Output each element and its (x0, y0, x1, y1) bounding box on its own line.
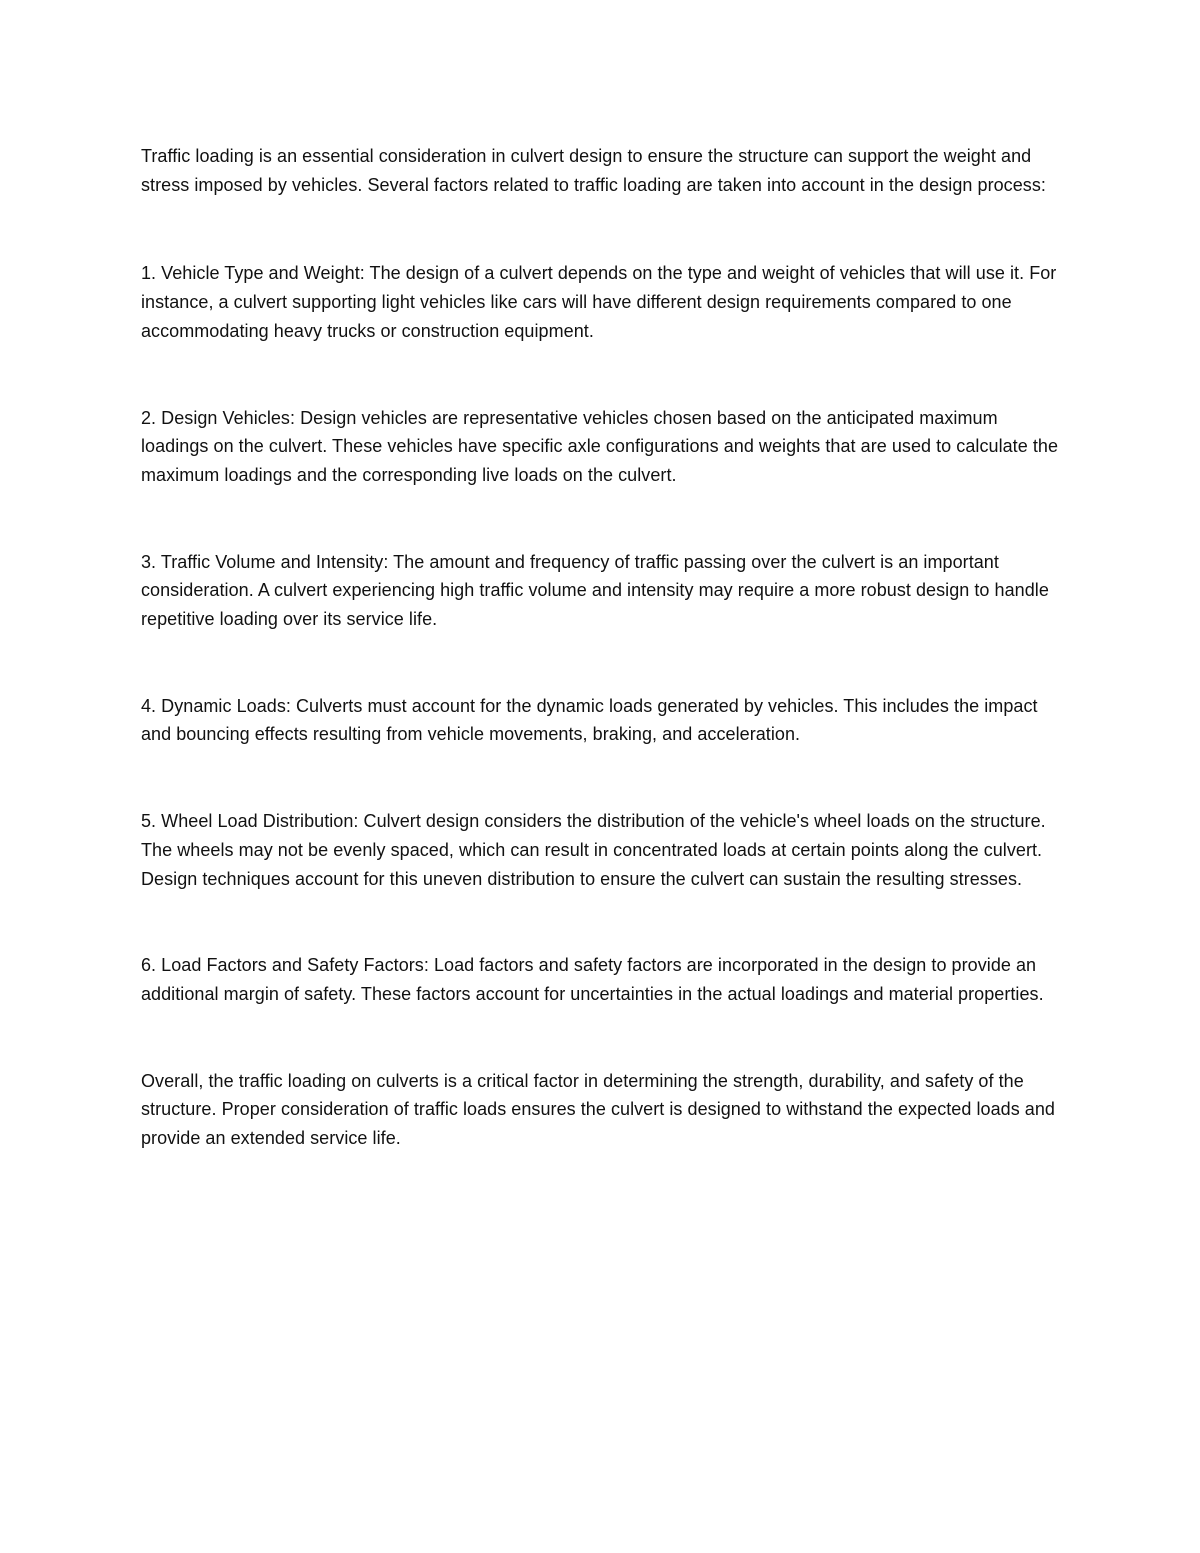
list-item-load-factors: 6. Load Factors and Safety Factors: Load factors and safety factors are incorporated in the design to provide an additional margin of safety. These factors account for uncertainties in the actual loadings and material properties. (141, 955, 1044, 1004)
document-body (141, 142, 1066, 1153)
list-item-design-vehicles: 2. Design Vehicles: Design vehicles are representative vehicles chosen based on the anticipated maximum loadings on the culvert. These vehicles have specific axle configurations and weights that are used to calculate the maximum loadings and the corresponding live loads on the culvert. (141, 407, 1059, 485)
list-item-wheel-load-distribution: 5. Wheel Load Distribution: Culvert design considers the distribution of the vehicle's wheel loads on the structure. The wheels may not be evenly spaced, which can result in concentrated loads at certain points along the culvert. Design techniques account for this uneven distribution to ensure the culvert can sustain the resulting stresses. (141, 811, 1046, 889)
list-item-vehicle-type: 1. Vehicle Type and Weight: The design of a culvert depends on the type and weight of vehicles that will use it. For instance, a culvert supporting light vehicles like cars will have different design requirements compared to one accommodating heavy trucks or construction equipment. (141, 263, 1057, 341)
list-item-traffic-volume: 3. Traffic Volume and Intensity: The amount and frequency of traffic passing over the culvert is an important consideration. A culvert experiencing high traffic volume and intensity may require a more robust design to handle repetitive loading over its service life. (141, 551, 1049, 630)
intro-paragraph: Traffic loading is an essential consideration in culvert design to ensure the structure can support the weight and stress imposed by vehicles. Several factors related to traffic loading are taken into account in the design process: (141, 146, 1046, 195)
list-item-dynamic-loads: 4. Dynamic Loads: Culverts must account for the dynamic loads generated by vehicles. This includes the impact and bouncing effects resulting from vehicle movements, braking, and acceleration. (141, 695, 1038, 745)
conclusion-paragraph: Overall, the traffic loading on culverts is a critical factor in determining the strength, durability, and safety of the structure. Proper consideration of traffic loads ensures the culvert is designed to withstand the expected loads and provide an extended service life. (141, 1070, 1055, 1149)
